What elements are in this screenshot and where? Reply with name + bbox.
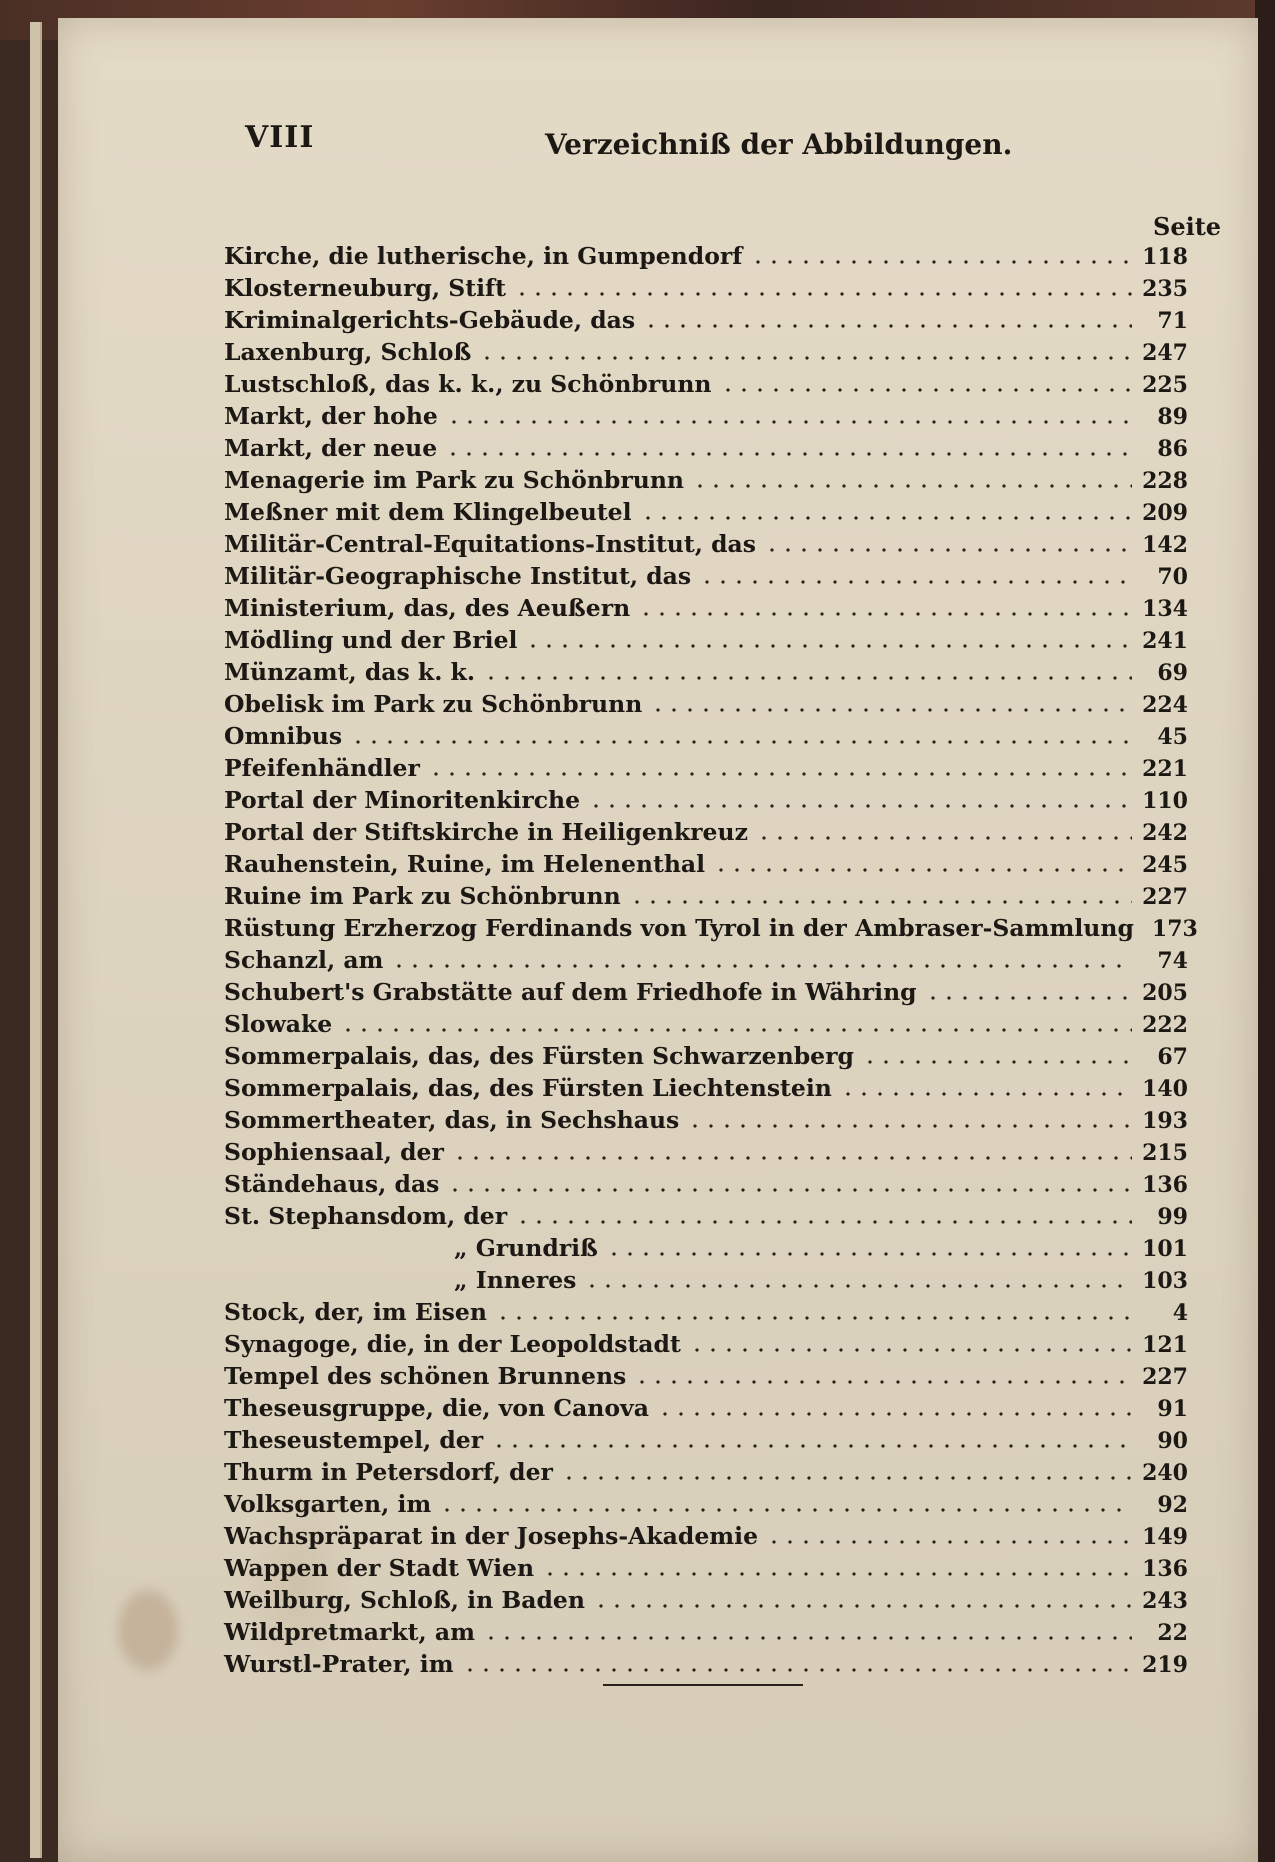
index-entry (224, 656, 1188, 688)
dot-leader (713, 867, 1132, 873)
index-entry (224, 1648, 1188, 1680)
entry-label: Sommerpalais, das, des Fürsten Liechtenstein (224, 1074, 832, 1102)
dot-leader (925, 995, 1132, 1001)
dot-leader (606, 1251, 1132, 1257)
entry-page: 140 (1142, 1076, 1188, 1102)
index-entry (224, 1296, 1188, 1328)
index-entry (224, 880, 1188, 912)
entry-label: Menagerie im Park zu Schönbrunn (224, 466, 684, 494)
entry-page: 225 (1142, 372, 1188, 398)
index-entry (224, 1008, 1188, 1040)
dot-leader (391, 963, 1132, 969)
dot-leader (643, 323, 1132, 329)
index-entry (224, 1200, 1188, 1232)
entry-label: Rüstung Erzherzog Ferdinands von Tyrol in der Ambraser-Sammlung (224, 914, 1134, 942)
dot-leader (657, 1411, 1132, 1417)
entry-page: 227 (1142, 1364, 1188, 1390)
index-entry (224, 816, 1188, 848)
index-entry (224, 368, 1188, 400)
dot-leader (750, 259, 1132, 265)
index-entry (224, 1168, 1188, 1200)
entry-label: Markt, der neue (224, 434, 438, 462)
entry-page: 110 (1142, 788, 1188, 814)
dot-leader (629, 899, 1132, 905)
index-entry (224, 720, 1188, 752)
dot-leader (542, 1571, 1132, 1577)
index-entry (224, 496, 1188, 528)
entry-page: 241 (1142, 628, 1188, 654)
dot-leader (593, 1603, 1132, 1609)
entry-label: Ständehaus, das (224, 1170, 440, 1198)
entry-label: Militär-Geographische Institut, das (224, 562, 692, 590)
entry-page: 134 (1142, 596, 1188, 622)
dot-leader (462, 1667, 1132, 1673)
entry-page: 69 (1157, 660, 1188, 686)
entry-label: Meßner mit dem Klingelbeutel (224, 498, 632, 526)
running-head (245, 120, 1013, 170)
entry-label: Rauhenstein, Ruine, im Helenenthal (224, 850, 706, 878)
entry-label: Portal der Stiftskirche in Heiligenkreuz (224, 818, 748, 846)
entry-label: Sophiensaal, der (224, 1138, 444, 1166)
entry-page: 101 (1142, 1236, 1188, 1262)
entry-label: Slowake (224, 1010, 333, 1038)
book-binding-right (1255, 0, 1275, 1862)
entry-label: Thurm in Petersdorf, der (224, 1458, 553, 1486)
dot-leader (483, 1635, 1132, 1641)
entry-label: Tempel des schönen Brunnens (224, 1362, 627, 1390)
entry-page: 222 (1142, 1012, 1188, 1038)
dot-leader (638, 611, 1132, 617)
illustration-index (224, 240, 1198, 1680)
entry-label: Obelisk im Park zu Schönbrunn (224, 690, 643, 718)
entry-page: 67 (1157, 1044, 1188, 1070)
dot-leader (446, 419, 1132, 425)
entry-page: 221 (1142, 756, 1188, 782)
entry-page: 86 (1157, 436, 1188, 462)
index-entry (224, 624, 1188, 656)
entry-page: 136 (1142, 1556, 1188, 1582)
page-column-label: Seite (1153, 212, 1222, 241)
dot-leader (862, 1059, 1132, 1065)
entry-label: Wildpretmarkt, am (224, 1618, 475, 1646)
dot-leader (650, 707, 1132, 713)
entry-page: 149 (1142, 1524, 1188, 1550)
index-entry (224, 1040, 1188, 1072)
index-entry (224, 1488, 1188, 1520)
index-entry (224, 336, 1188, 368)
closing-rule (603, 1684, 803, 1686)
index-entry (224, 1616, 1188, 1648)
index-entry (224, 1520, 1188, 1552)
entry-page: 22 (1157, 1620, 1188, 1646)
entry-page: 219 (1142, 1652, 1188, 1678)
entry-page: 173 (1151, 916, 1198, 942)
index-entry (224, 304, 1188, 336)
page-edge (30, 22, 42, 1858)
index-entry (224, 1584, 1188, 1616)
index-entry (224, 1360, 1188, 1392)
dot-leader (350, 739, 1132, 745)
entry-label: Sommerpalais, das, des Fürsten Schwarzenberg (224, 1042, 854, 1070)
index-entry (224, 1552, 1188, 1584)
entry-label: St. Stephansdom, der (224, 1202, 508, 1230)
dot-leader (479, 355, 1132, 361)
dot-leader (766, 1539, 1132, 1545)
entry-label: „ Grundriß (454, 1234, 598, 1262)
entry-page: 92 (1157, 1492, 1188, 1518)
dot-leader (584, 1283, 1132, 1289)
entry-label: „ Inneres (454, 1266, 577, 1294)
entry-label: Mödling und der Briel (224, 626, 518, 654)
entry-page: 243 (1142, 1588, 1188, 1614)
dot-leader (495, 1315, 1132, 1321)
entry-page: 247 (1142, 340, 1188, 366)
entry-label: Wachspräparat in der Josephs-Akademie (224, 1522, 759, 1550)
index-entry (224, 976, 1188, 1008)
entry-page: 215 (1142, 1140, 1188, 1166)
entry-page: 74 (1157, 948, 1188, 974)
index-entry (224, 272, 1188, 304)
index-entry (224, 688, 1188, 720)
dot-leader (640, 515, 1132, 521)
dot-leader (525, 643, 1132, 649)
page-number: VIII (245, 120, 315, 155)
entry-label: Kriminalgerichts-Gebäude, das (224, 306, 636, 334)
entry-label: Ruine im Park zu Schönbrunn (224, 882, 621, 910)
dot-leader (720, 387, 1133, 393)
index-entry (224, 560, 1188, 592)
dot-leader (340, 1027, 1132, 1033)
entry-page: 242 (1142, 820, 1188, 846)
dot-leader (561, 1475, 1132, 1481)
entry-label: Laxenburg, Schloß (224, 338, 472, 366)
dot-leader (445, 451, 1132, 457)
entry-label: Wappen der Stadt Wien (224, 1554, 535, 1582)
entry-label: Pfeifenhändler (224, 754, 420, 782)
index-entry (224, 784, 1188, 816)
entry-page: 227 (1142, 884, 1188, 910)
entry-label: Synagoge, die, in der Leopoldstadt (224, 1330, 681, 1358)
entry-page: 118 (1142, 244, 1188, 270)
dot-leader (692, 483, 1132, 489)
index-entry (224, 912, 1198, 944)
entry-label: Stock, der, im Eisen (224, 1298, 487, 1326)
dot-leader (452, 1155, 1132, 1161)
entry-label: Kirche, die lutherische, in Gumpendorf (224, 242, 743, 270)
dot-leader (764, 547, 1132, 553)
index-entry (224, 1456, 1188, 1488)
entry-page: 71 (1157, 308, 1188, 334)
dot-leader (428, 771, 1132, 777)
entry-label: Weilburg, Schloß, in Baden (224, 1586, 585, 1614)
entry-page: 99 (1157, 1204, 1188, 1230)
entry-page: 90 (1157, 1428, 1188, 1454)
entry-label: Wurstl-Prater, im (224, 1650, 454, 1678)
paper-stain (118, 1590, 178, 1670)
index-entry (224, 464, 1188, 496)
entry-page: 235 (1142, 276, 1188, 302)
index-entry (224, 400, 1188, 432)
dot-leader (588, 803, 1132, 809)
entry-label: Münzamt, das k. k. (224, 658, 476, 686)
entry-page: 142 (1142, 532, 1188, 558)
dot-leader (634, 1379, 1132, 1385)
index-entry (224, 848, 1188, 880)
entry-page: 228 (1142, 468, 1188, 494)
index-entry (224, 240, 1188, 272)
dot-leader (840, 1091, 1132, 1097)
index-entry (224, 1264, 1188, 1296)
dot-leader (483, 675, 1132, 681)
dot-leader (514, 291, 1132, 297)
index-entry (224, 752, 1188, 784)
dot-leader (687, 1123, 1132, 1129)
dot-leader (447, 1187, 1132, 1193)
index-entry (224, 1072, 1188, 1104)
entry-page: 70 (1157, 564, 1188, 590)
entry-label: Lustschloß, das k. k., zu Schönbrunn (224, 370, 712, 398)
entry-page: 89 (1157, 404, 1188, 430)
entry-label: Militär-Central-Equitations-Institut, das (224, 530, 756, 558)
index-entry (224, 592, 1188, 624)
index-entry (224, 1232, 1188, 1264)
index-entry (224, 944, 1188, 976)
entry-page: 91 (1157, 1396, 1188, 1422)
dot-leader (515, 1219, 1132, 1225)
entry-label: Schubert's Grabstätte auf dem Friedhofe in Währing (224, 978, 917, 1006)
entry-label: Portal der Minoritenkirche (224, 786, 581, 814)
entry-label: Theseusgruppe, die, von Canova (224, 1394, 649, 1422)
index-entry (224, 528, 1188, 560)
entry-page: 103 (1142, 1268, 1188, 1294)
index-entry (224, 1104, 1188, 1136)
entry-page: 245 (1142, 852, 1188, 878)
entry-label: Sommertheater, das, in Sechshaus (224, 1106, 680, 1134)
entry-page: 4 (1172, 1300, 1188, 1326)
entry-page: 209 (1142, 500, 1188, 526)
dot-leader (756, 835, 1132, 841)
entry-label: Schanzl, am (224, 946, 384, 974)
entry-page: 136 (1142, 1172, 1188, 1198)
entry-page: 224 (1142, 692, 1188, 718)
dot-leader (689, 1347, 1132, 1353)
dot-leader (491, 1443, 1132, 1449)
entry-label: Klosterneuburg, Stift (224, 274, 506, 302)
entry-label: Ministerium, das, des Aeußern (224, 594, 631, 622)
entry-label: Theseustempel, der (224, 1426, 484, 1454)
entry-page: 205 (1142, 980, 1188, 1006)
entry-page: 121 (1142, 1332, 1188, 1358)
dot-leader (699, 579, 1132, 585)
dot-leader (439, 1507, 1132, 1513)
index-entry (224, 432, 1188, 464)
page-title: Verzeichniß der Abbildungen. (545, 128, 1013, 161)
index-entry (224, 1424, 1188, 1456)
index-entry (224, 1136, 1188, 1168)
entry-label: Volksgarten, im (224, 1490, 432, 1518)
entry-label: Omnibus (224, 722, 343, 750)
index-entry (224, 1328, 1188, 1360)
entry-page: 193 (1142, 1108, 1188, 1134)
entry-page: 45 (1157, 724, 1188, 750)
index-entry (224, 1392, 1188, 1424)
entry-label: Markt, der hohe (224, 402, 438, 430)
entry-page: 240 (1142, 1460, 1188, 1486)
